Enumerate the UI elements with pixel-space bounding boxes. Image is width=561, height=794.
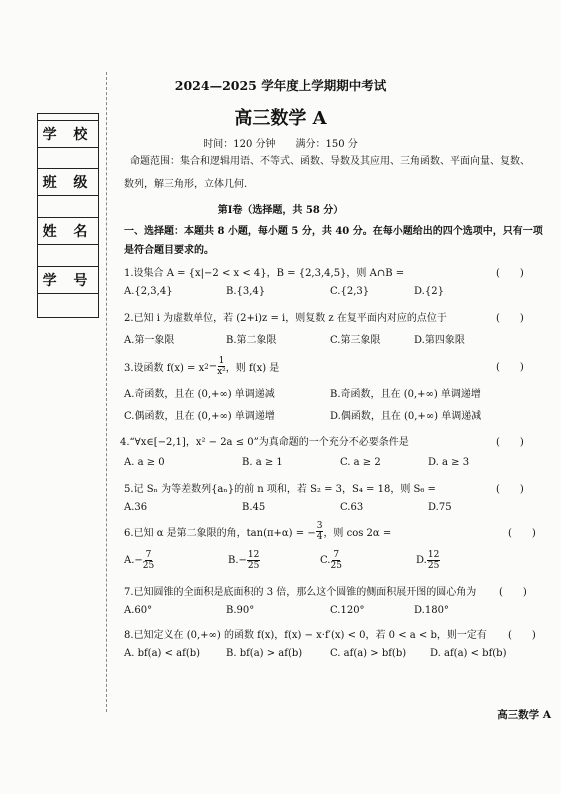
fraction-denominator: 25: [427, 561, 440, 571]
q2-option-a: A.第一象限: [124, 335, 175, 346]
q3-stem-part: 3.设函数 f(x) = x: [124, 363, 205, 374]
fraction-denominator: 25: [247, 561, 260, 571]
time-score-info: 时间：120 分钟 满分：150 分: [203, 139, 358, 150]
q1-option-d: D.{2}: [414, 286, 444, 297]
fraction-denominator: x²: [217, 367, 226, 377]
q7-option-b: B.90°: [226, 605, 255, 616]
q6-fraction: [316, 521, 324, 542]
option-fraction: [143, 550, 154, 571]
section-instructions-1: 一、选择题：本题共 8 小题，每小题 5 分，共 40 分。在每小题给出的四个选项中，只有一项: [124, 226, 543, 237]
answer-bracket: ( ): [496, 484, 524, 495]
fraction-numerator: 12: [247, 550, 260, 560]
fraction-numerator: 7: [145, 550, 152, 560]
fraction-numerator: 1: [218, 356, 225, 366]
question-2-stem: 2.已知 i 为虚数单位，若 (2+i)z = i，则复数 z 在复平面内对应的点位于: [124, 313, 447, 324]
q3-option-a: A.奇函数，且在 (0,+∞) 单调递减: [124, 389, 275, 400]
q2-option-d: D.第四象限: [414, 335, 465, 346]
fraction-numerator: 7: [333, 550, 340, 560]
option-prefix: C.: [320, 555, 331, 566]
fraction-numerator: 12: [427, 550, 440, 560]
q5-option-c: C.63: [340, 502, 364, 513]
question-5-stem: 5.记 Sₙ 为等差数列{aₙ}的前 n 项和，若 S₂ = 3，S₄ = 18，则 S₆ =: [124, 484, 436, 495]
question-6-stem: [124, 521, 391, 542]
q5-option-b: B.45: [242, 502, 266, 513]
q5-option-a: A.36: [124, 502, 148, 513]
school-label: 学 校: [38, 120, 98, 148]
q4-option-b: B. a ≥ 1: [242, 457, 283, 468]
q8-option-b: B. bf(a) > af(b): [226, 648, 303, 659]
section-title: 第Ⅰ卷（选择题，共 58 分）: [217, 205, 344, 216]
answer-bracket: ( ): [499, 587, 527, 598]
q7-option-d: D.180°: [414, 605, 449, 616]
page-footer-label: 高三数学 A: [497, 709, 551, 721]
q2-option-b: B.第二象限: [226, 335, 277, 346]
q3-exponent: 2: [204, 362, 209, 371]
q7-option-c: C.120°: [330, 605, 365, 616]
class-label: 班 级: [38, 168, 98, 196]
q6-option-c: [320, 550, 342, 571]
q3-fraction: [217, 356, 226, 377]
q1-option-b: B.{3,4}: [226, 286, 266, 297]
name-label: 姓 名: [38, 217, 98, 245]
option-fraction: [427, 550, 440, 571]
q3-stem-part: −: [208, 361, 218, 372]
option-fraction: [330, 550, 341, 571]
q8-option-c: C. af(a) > bf(b): [330, 648, 407, 659]
q4-option-c: C. a ≥ 2: [340, 457, 381, 468]
q3-option-d: D.偶函数，且在 (0,+∞) 单调递减: [330, 411, 482, 422]
answer-bracket: ( ): [496, 362, 524, 373]
question-1-stem: 1.设集合 A = {x|−2 < x < 4}，B = {2,3,4,5}，则 A∩B =: [124, 268, 405, 279]
section-instructions-2: 是符合题目要求的。: [124, 245, 214, 256]
q4-option-d: D. a ≥ 3: [428, 457, 470, 468]
question-7-stem: 7.已知圆锥的全面积是底面积的 3 倍，那么这个圆锥的侧面积展开图的圆心角为: [124, 587, 477, 598]
exam-title: 2024—2025 学年度上学期期中考试: [174, 78, 387, 93]
answer-bracket: ( ): [496, 313, 524, 324]
scope-line-1: 命题范围：集合和逻辑用语、不等式、函数、导数及其应用、三角函数、平面向量、复数、: [130, 156, 530, 167]
q4-option-a: A. a ≥ 0: [124, 457, 165, 468]
answer-bracket: ( ): [508, 528, 536, 539]
binding-line: [106, 72, 107, 712]
q3-option-c: C.偶函数，且在 (0,+∞) 单调递增: [124, 411, 275, 422]
question-8-stem: 8.已知定义在 (0,+∞) 的函数 f(x)，f(x) − x·f′(x) < 0，若 0 < a < b，则一定有: [124, 630, 487, 641]
answer-bracket: ( ): [496, 437, 524, 448]
option-prefix: B.−: [228, 555, 247, 566]
q5-option-d: D.75: [428, 502, 452, 513]
q1-option-c: C.{2,3}: [330, 286, 370, 297]
q8-option-d: D. af(a) < bf(b): [430, 648, 507, 659]
q6-stem-part: ，则 cos 2α =: [323, 528, 392, 539]
fraction-denominator: 25: [330, 561, 342, 571]
q6-option-b: [228, 550, 260, 571]
q2-option-c: C.第三象限: [330, 335, 381, 346]
fraction-denominator: 4: [316, 532, 323, 542]
q8-option-a: A. bf(a) < af(b): [124, 648, 201, 659]
student-id-label: 学 号: [38, 266, 98, 294]
q6-option-a: [124, 550, 154, 571]
q6-option-d: [416, 550, 440, 571]
page-title: 高三数学 A: [234, 108, 327, 129]
q3-option-b: B.奇函数，且在 (0,+∞) 单调递增: [330, 389, 481, 400]
answer-bracket: ( ): [496, 268, 524, 279]
answer-bracket: ( ): [508, 630, 536, 641]
q3-stem-part: ，则 f(x) 是: [225, 363, 280, 374]
q6-stem-part: 6.已知 α 是第二象限的角，tan(π+α) = −: [124, 528, 316, 539]
q1-option-a: A.{2,3,4}: [124, 286, 173, 297]
q7-option-a: A.60°: [124, 605, 153, 616]
fraction-denominator: 25: [142, 561, 155, 571]
question-4-stem: 4.“∀x∈[−2,1]，x² − 2a ≤ 0”为真命题的一个充分不必要条件是: [120, 437, 409, 448]
fraction-numerator: 3: [316, 521, 323, 531]
question-3-stem: [124, 356, 279, 377]
option-prefix: A.−: [124, 555, 143, 566]
scope-line-2: 数列，解三角形，立体几何.: [124, 179, 248, 190]
option-prefix: D.: [416, 555, 427, 566]
option-fraction: [247, 550, 260, 571]
